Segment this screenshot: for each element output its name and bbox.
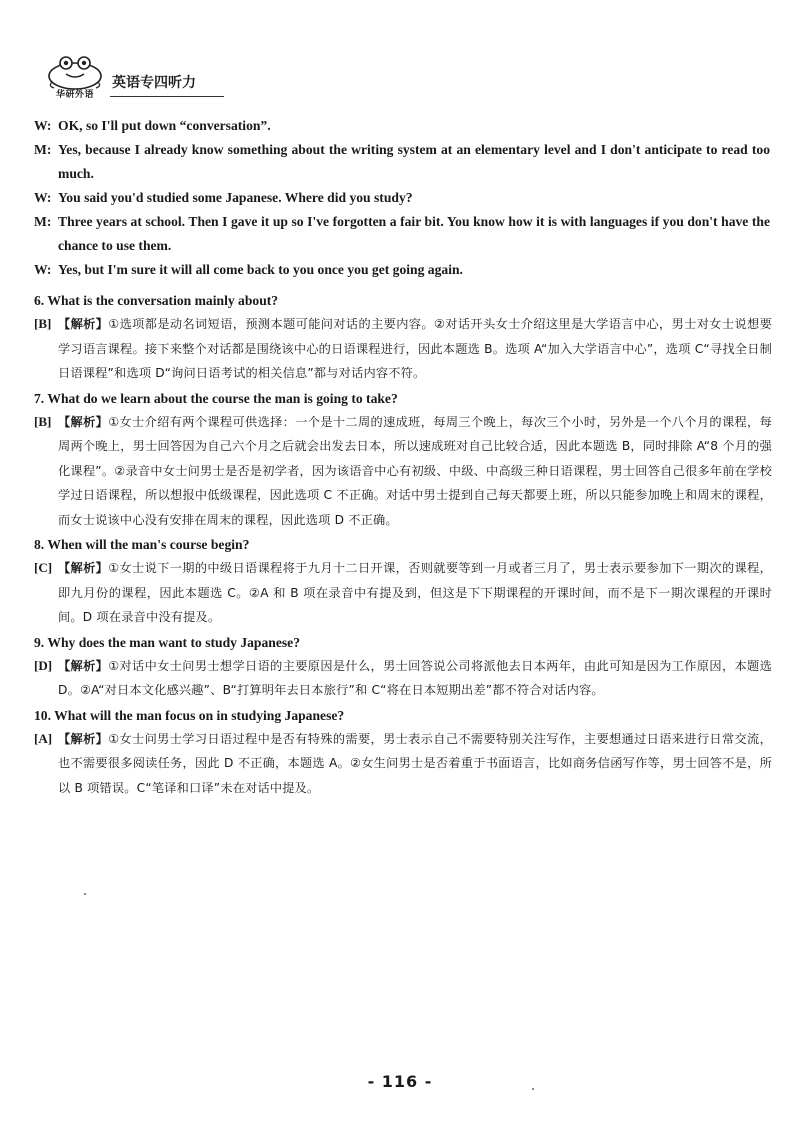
- question-text: 8. When will the man's course begin?: [34, 537, 250, 552]
- analysis-body: [58, 654, 772, 703]
- analysis-tag: 【解析】: [58, 414, 109, 429]
- analysis-text: ①选项都是动名词短语，预测本题可能问对话的主要内容。②对话开头女士介绍这里是大学语言中心，男士对女士说想要学习语言课程。接下来整个对话都是围绕该中心的日语课程进行，因此本题选 B。选项 A“加入大学语言中心”，选项 C“寻找全日制日语课程”和选项 D“询问日语考试的相关信息”都与对话内容不符。: [58, 317, 772, 380]
- analysis-text: ①女士问男士学习日语过程中是否有特殊的需要，男士表示自己不需要特别关注写作，主要想通过日语来进行日常交流，也不需要很多阅读任务，因此 D 不正确，本题选 A。②女生问男士是否着重于书面语言，比如商务信函写作等，男士回答不是，所以 B 项错误。C“笔译和口译”未在对话中提及。: [58, 731, 772, 795]
- speaker-label: W:: [34, 190, 52, 205]
- book-title: 英语专四听力: [112, 72, 224, 92]
- dialogue-line: [34, 258, 770, 282]
- speaker-label: M:: [34, 214, 52, 229]
- dialogue-line: [34, 114, 770, 138]
- logo-text: 华研外语: [55, 90, 94, 100]
- utterance-text: Yes, but I'm sure it will all come back to you once you get going again.: [58, 262, 463, 277]
- answer-analysis: [34, 654, 772, 703]
- frog-mascot-icon: [44, 52, 106, 92]
- analysis-tag: 【解析】: [58, 731, 109, 746]
- speaker-label: M:: [34, 142, 52, 157]
- answer-key: [D]: [34, 657, 53, 673]
- analysis-body: [58, 556, 772, 630]
- question-block: [34, 705, 772, 801]
- dialogue-line: [34, 210, 770, 258]
- answer-analysis: [34, 410, 772, 533]
- question-analysis-section: [34, 290, 772, 802]
- question-text: 10. What will the man focus on in studying Japanese?: [34, 707, 345, 723]
- utterance-text: Yes, because I already know something about the writing system at an elementary level and I don't anticipate to read too much.: [58, 142, 770, 181]
- analysis-body: [58, 312, 772, 386]
- question-block: [34, 632, 772, 703]
- utterance-text: Three years at school. Then I gave it up so I've forgotten a fair bit. You know how it is with languages if you don't have the chance to use them.: [58, 214, 770, 253]
- page-header: [44, 52, 224, 98]
- analysis-body: [58, 410, 772, 533]
- analysis-body: [58, 727, 772, 801]
- analysis-tag: 【解析】: [58, 561, 109, 575]
- dialogue-line: [34, 186, 770, 210]
- question-block: [34, 534, 772, 630]
- answer-key: [B]: [34, 413, 52, 429]
- answer-analysis: [34, 312, 772, 386]
- answer-key: [C]: [34, 560, 53, 575]
- publisher-logo: [44, 52, 106, 98]
- answer-key: [B]: [34, 316, 52, 331]
- analysis-text: ①女士介绍有两个课程可供选择：一个是十二周的速成班，每周三个晚上，每次三个小时，另外是一个八个月的课程，每周两个晚上，男士回答因为自己六个月之后就会出发去日本，所以速成班对自己比较合适，因此本题选 B，同时排除 A“8 个月的强化课程”。②录音中女士问男士是否是初学者，因为该语音中心有初级、中级、中高级三种日语课程，男士回答自己很多年前在学校学过日语课程，所以想报中低级课程，因此选项 C 不正确。对话中男士提到自己每天都要上班，所以只能参加晚上和周末的课程，而女士说该中心没有安排在周末的课程，因此选项 D 不正确。: [58, 414, 772, 527]
- question-text: 9. Why does the man want to study Japanese?: [34, 634, 300, 650]
- analysis-text: ①对话中女士问男士想学日语的主要原因是什么，男士回答说公司将派他去日本两年，由此可知是因为工作原因，本题选 D。②A“对日本文化感兴趣”、B“打算明年去日本旅行”和 C“将在日本短期出差”都不符合对话内容。: [58, 658, 772, 697]
- analysis-text: ①女士说下一期的中级日语课程将于九月十二日开课，否则就要等到一月或者三月了，男士表示要参加下一期次的课程，即九月份的课程，因此本题选 C。②A 和 B 项在录音中有提及到，但这是下下期课程的开课时间，而不是下一期次课程的开课时间。D 项在录音中没有提及。: [58, 561, 772, 624]
- answer-key: [A]: [34, 730, 53, 746]
- dialogue-line: [34, 138, 770, 186]
- utterance-text: You said you'd studied some Japanese. Where did you study?: [58, 190, 413, 205]
- page-number: - 116 -: [367, 1072, 433, 1091]
- dialogue-transcript: [34, 114, 770, 282]
- question-text: 6. What is the conversation mainly about?: [34, 293, 279, 308]
- speaker-label: W:: [34, 262, 52, 277]
- analysis-tag: 【解析】: [58, 317, 109, 331]
- speaker-label: W:: [34, 118, 52, 133]
- question-block: [34, 388, 772, 533]
- utterance-text: OK, so I'll put down “conversation”.: [58, 118, 271, 133]
- analysis-tag: 【解析】: [58, 658, 109, 673]
- answer-analysis: [34, 727, 772, 801]
- question-block: [34, 290, 772, 386]
- question-text: 7. What do we learn about the course the man is going to take?: [34, 390, 398, 406]
- scan-speck: [84, 893, 86, 895]
- answer-analysis: [34, 556, 772, 630]
